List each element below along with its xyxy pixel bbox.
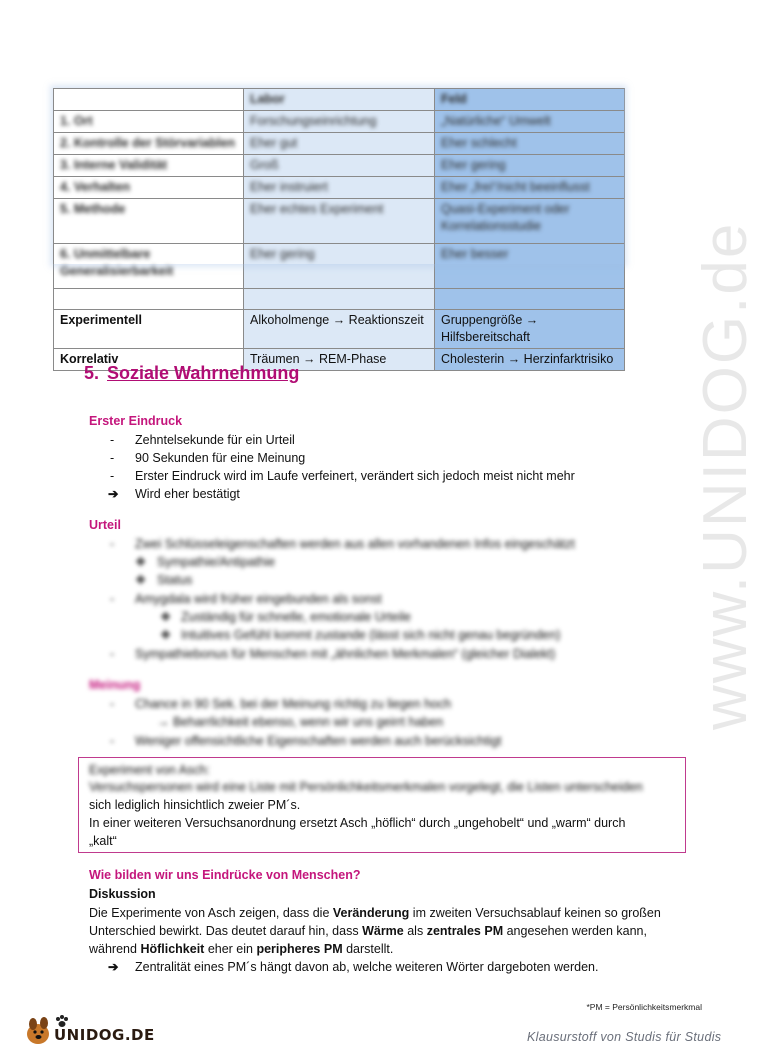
box-line: In einer weiteren Versuchsanordnung ersetzt Asch „höflich“ durch „ungehobelt“ und „warm“ durch <box>89 816 626 830</box>
list-item: Erster Eindruck wird im Laufe verfeinert, verändert sich jedoch meist nicht mehr <box>135 469 575 483</box>
table-row: 5. Methode Eher echtes Experiment Quasi-Experiment oder Korrelationsstudie <box>54 199 625 244</box>
section-number: 5. <box>84 363 100 383</box>
list-item: Intuitives Gefühl kommt zustande (lässt sich nicht genau begründen) <box>181 628 561 642</box>
list-item: Weniger offensichtliche Eigenschaften werden auch berücksichtigt <box>135 734 502 748</box>
section-heading <box>84 363 299 384</box>
feld-cell: Gruppengröße → Hilfsbereitschaft <box>435 310 625 349</box>
table-row: 1. Ort Forschungseinrichtung „Natürliche“ Umwelt <box>54 111 625 133</box>
bullet-dash: - <box>110 433 115 447</box>
list-item: Amygdala wird früher eingebunden als sonst <box>135 592 382 606</box>
list-item: Zehntelsekunde für ein Urteil <box>135 433 295 447</box>
labor-cell: Träumen → REM-Phase <box>244 349 435 371</box>
list-item: Status <box>157 573 193 587</box>
list-item: 90 Sekunden für eine Meinung <box>135 451 306 465</box>
bullet-dash: - <box>110 469 115 483</box>
subheading-diskussion: Diskussion <box>89 887 156 901</box>
watermark: www.UNIDOG.de <box>691 221 760 730</box>
box-title: Experiment von Asch: <box>89 763 210 777</box>
header-labor: Labor <box>244 89 435 111</box>
table-row-experimentell <box>54 310 625 349</box>
conclusion-line: Zentralität eines PM´s hängt davon ab, welche weiteren Wörter dargeboten werden. <box>135 960 599 974</box>
table-row: 6. Unmittelbare Generalisierbarkeit Eher gering Eher besser <box>54 244 625 289</box>
paragraph-line: während Höflichkeit eher ein peripheres PM darstellt. <box>89 942 394 956</box>
box-line-blurred: Versuchspersonen wird eine Liste mit Persönlichkeitsmerkmalen vorgelegt, die Listen unterscheiden <box>89 780 643 794</box>
list-item-conclusion: Wird eher bestätigt <box>135 487 240 501</box>
heading-urteil: Urteil <box>89 518 121 532</box>
section-title: Soziale Wahrnehmung <box>107 363 300 383</box>
list-item: Zwei Schlüsseleigenschaften werden aus allen vorhandenen Infos eingeschätzt <box>135 537 575 551</box>
list-item: Sympathiebonus für Menschen mit „ähnlichen Merkmalen“ (gleicher Dialekt) <box>135 647 556 661</box>
diamond-icon: ❖ <box>160 610 172 624</box>
table-row: 2. Kontrolle der Störvariablen Eher gut Eher schlecht <box>54 133 625 155</box>
table-row: 4. Verhalten Eher instruiert Eher „frei“/nicht beeinflusst <box>54 177 625 199</box>
diamond-icon: ❖ <box>135 555 147 569</box>
table-header-row <box>54 89 625 111</box>
feld-cell: Cholesterin → Herzinfarktrisiko <box>435 349 625 371</box>
diamond-icon: ❖ <box>135 573 147 587</box>
labor-cell: Alkoholmenge → Reaktionszeit <box>244 310 435 349</box>
table-row-empty <box>54 289 625 310</box>
list-item: Sympathie/Antipathie <box>157 555 276 569</box>
bullet-dash: - <box>110 451 115 465</box>
paragraph-line: Die Experimente von Asch zeigen, dass die Veränderung im zweiten Versuchsablauf keinen so großen <box>89 906 661 920</box>
footer-tagline: Klausurstoff von Studis für Studis <box>527 1030 722 1044</box>
list-item: → Beharrlichkeit ebenso, wenn wir uns geirrt haben <box>157 715 444 729</box>
box-line: sich lediglich hinsichtlich zweier PM´s. <box>89 798 301 812</box>
heading-meinung: Meinung <box>89 678 141 692</box>
heading-erster-eindruck: Erster Eindruck <box>89 414 183 428</box>
diamond-icon: ❖ <box>160 628 172 642</box>
table-row: 3. Interne Validität Groß Eher gering <box>54 155 625 177</box>
logo-text: UNIDOG.DE <box>54 1026 155 1044</box>
footnote: *PM = Persönlichkeitsmerkmal <box>586 1002 702 1012</box>
arrow-icon: ➔ <box>108 960 119 974</box>
heading-eindruecke: Wie bilden wir uns Eindrücke von Menschen? <box>89 868 361 882</box>
comparison-table <box>53 88 625 371</box>
arrow-icon: ➔ <box>108 487 119 501</box>
list-item: Chance in 90 Sek. bei der Meinung richtig zu liegen hoch <box>135 697 452 711</box>
paragraph-line: Unterschied bewirkt. Das deutet darauf hin, dass Wärme als zentrales PM angesehen werden kann, <box>89 924 647 938</box>
box-line: „kalt“ <box>89 834 117 848</box>
list-item: Zuständig für schnelle, emotionale Urteile <box>181 610 411 624</box>
header-feld: Feld <box>435 89 625 111</box>
row-label: Korrelativ <box>54 349 244 371</box>
row-label: Experimentell <box>54 310 244 349</box>
